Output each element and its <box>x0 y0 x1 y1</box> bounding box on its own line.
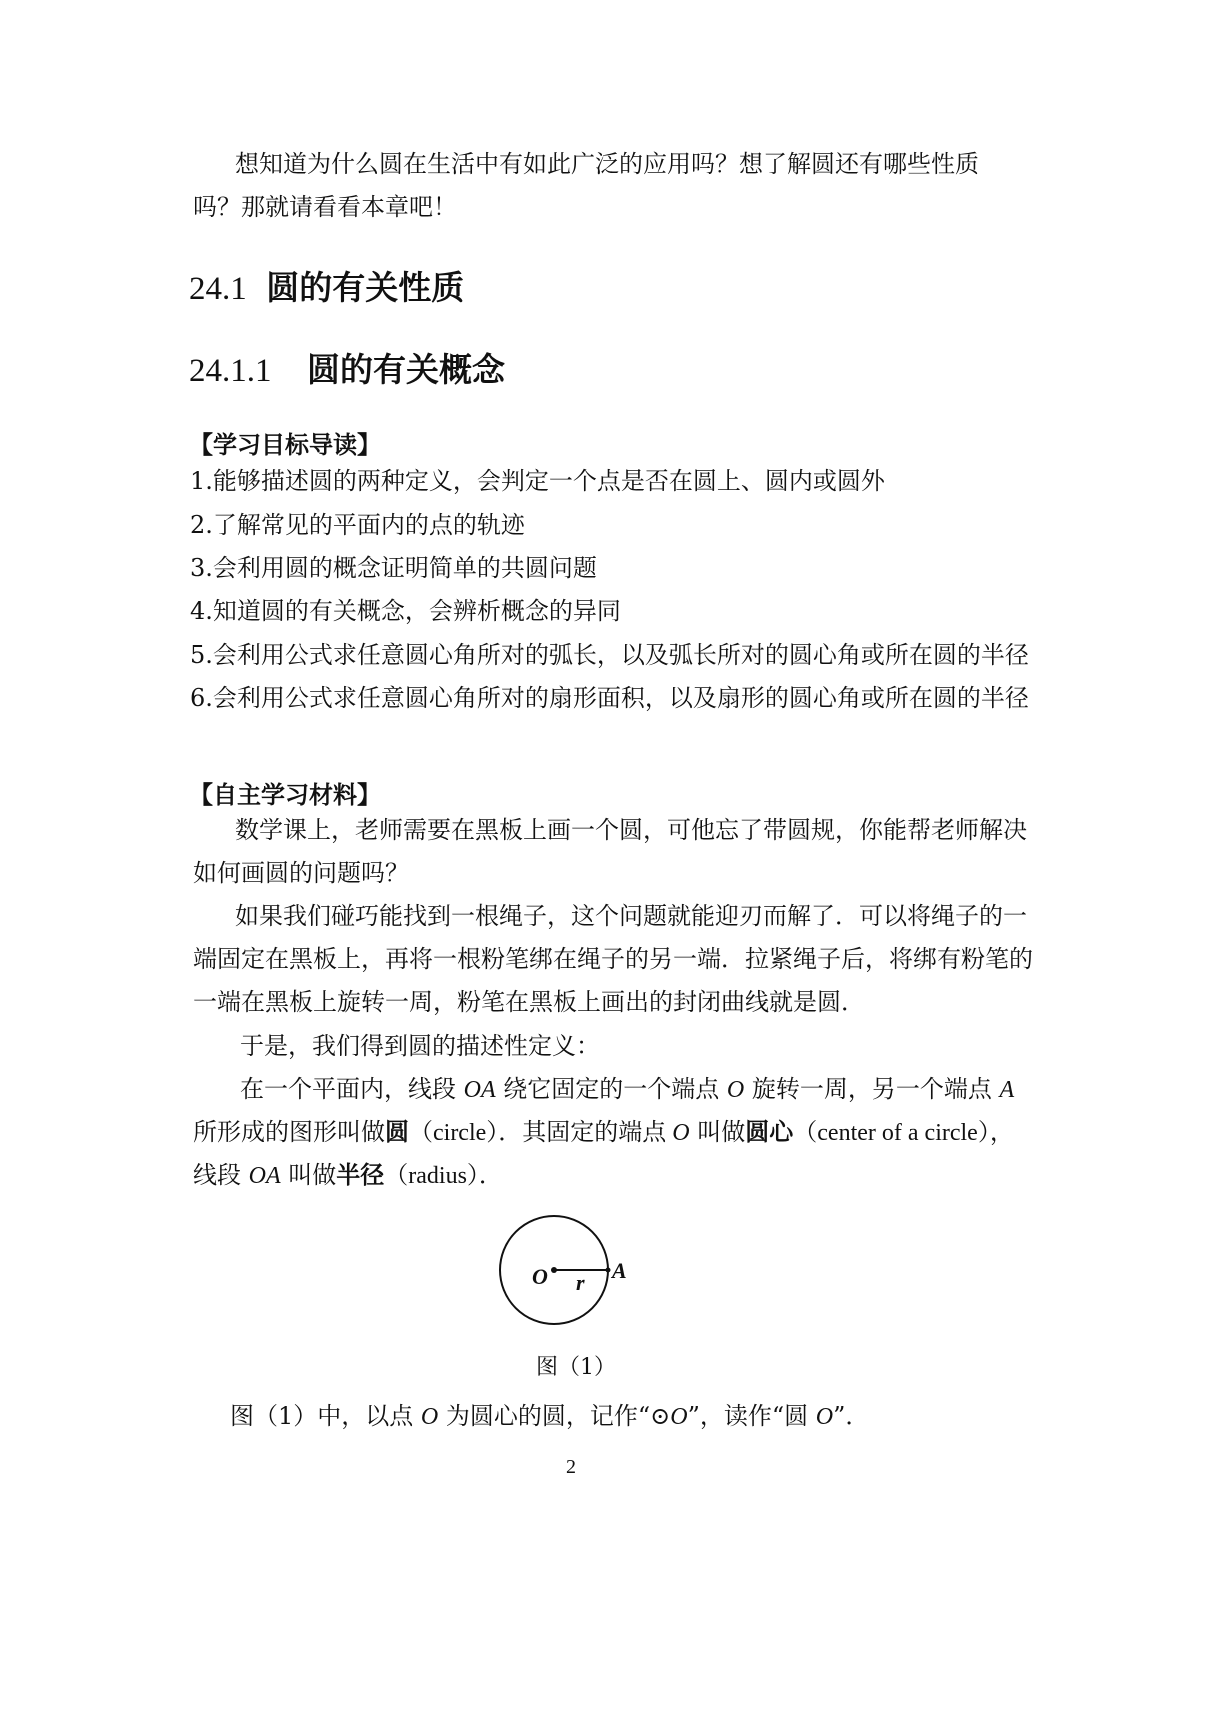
section-heading <box>189 262 464 309</box>
def-text: （circle）．其固定的端点 <box>409 1120 673 1146</box>
material-p2-line-2: 端固定在黑板上，再将一根粉笔绑在绳子的另一端．拉紧绳子后，将绑有粉笔的 <box>193 945 1033 973</box>
def-point-o: O <box>672 1120 690 1146</box>
material-p2-line-3: 一端在黑板上旋转一周，粉笔在黑板上画出的封闭曲线就是圆． <box>193 988 865 1016</box>
def-text: （center of a circle）， <box>793 1120 1014 1146</box>
subsection-title: 圆的有关概念 <box>307 350 505 389</box>
figure-label-a: A <box>612 1258 627 1283</box>
intro-line-1: 想知道为什么圆在生活中有如此广泛的应用吗？想了解圆还有哪些性质 <box>235 150 979 178</box>
material-p2-line-1: 如果我们碰巧能找到一根绳子，这个问题就能迎刃而解了．可以将绳子的一 <box>235 902 1027 930</box>
term-center: 圆心 <box>745 1118 794 1146</box>
goal-item-1: 1.能够描述圆的两种定义，会判定一个点是否在圆上、圆内或圆外 <box>190 467 885 495</box>
page-number: 2 <box>566 1456 576 1478</box>
def-text: 在一个平面内，线段 <box>240 1075 464 1103</box>
definition-line-1 <box>240 1077 1014 1102</box>
goal-item-5: 5.会利用公式求任意圆心角所对的弧长，以及弧长所对的圆心角或所在圆的半径 <box>190 641 1029 669</box>
figure-label-o: O <box>532 1264 548 1289</box>
term-radius: 半径 <box>336 1161 385 1189</box>
section-number: 24.1 <box>189 271 247 307</box>
figure-center-point <box>551 1267 557 1273</box>
def-text: （radius）． <box>384 1163 503 1189</box>
def-segment-oa: OA <box>463 1077 496 1103</box>
notation-text: ”，读作“圆 <box>687 1402 816 1430</box>
goal-item-4: 4.知道圆的有关概念，会辨析概念的异同 <box>190 597 621 625</box>
material-label: 【自主学习材料】 <box>189 781 381 809</box>
def-point-a: A <box>999 1077 1015 1103</box>
figure-label-r: r <box>576 1270 585 1295</box>
def-point-o: O <box>726 1077 745 1103</box>
figure-caption: 图（1） <box>536 1355 616 1380</box>
material-p3: 于是，我们得到圆的描述性定义： <box>240 1032 600 1060</box>
notation-point-o: O <box>815 1404 834 1430</box>
notation-text: ”． <box>833 1402 870 1430</box>
notation-point-o: O <box>670 1404 688 1430</box>
def-text: 线段 <box>193 1161 249 1189</box>
notation-line <box>230 1404 869 1429</box>
def-segment-oa: OA <box>248 1163 281 1189</box>
material-p1-line-1: 数学课上，老师需要在黑板上画一个圆，可他忘了带圆规，你能帮老师解决 <box>235 816 1027 844</box>
goal-item-6: 6.会利用公式求任意圆心角所对的扇形面积，以及扇形的圆心角或所在圆的半径 <box>190 684 1029 712</box>
def-text: 旋转一周，另一个端点 <box>744 1075 1000 1103</box>
notation-text: 图（1）中，以点 <box>230 1402 421 1430</box>
term-circle: 圆 <box>385 1118 409 1146</box>
subsection-number: 24.1.1 <box>189 353 272 389</box>
goal-item-2: 2.了解常见的平面内的点的轨迹 <box>190 511 525 539</box>
section-title: 圆的有关性质 <box>266 268 465 307</box>
def-text: 绕它固定的一个端点 <box>495 1075 727 1103</box>
figure-point-a <box>606 1268 611 1273</box>
subsection-heading <box>189 344 505 391</box>
circle-o-symbol: ⊙ <box>650 1402 671 1430</box>
circle-figure <box>480 1200 660 1340</box>
material-p1-line-2: 如何画圆的问题吗？ <box>193 859 409 887</box>
definition-line-2 <box>193 1120 1014 1145</box>
def-text: 叫做 <box>689 1118 746 1146</box>
def-text: 叫做 <box>280 1161 337 1189</box>
notation-point-o: O <box>420 1404 439 1430</box>
goals-label: 【学习目标导读】 <box>189 431 381 459</box>
notation-text: 为圆心的圆，记作“ <box>438 1402 651 1430</box>
def-text: 所形成的图形叫做 <box>193 1118 385 1146</box>
definition-line-3 <box>193 1163 503 1188</box>
intro-line-2: 吗？那就请看看本章吧！ <box>193 193 457 221</box>
goal-item-3: 3.会利用圆的概念证明简单的共圆问题 <box>190 554 597 582</box>
